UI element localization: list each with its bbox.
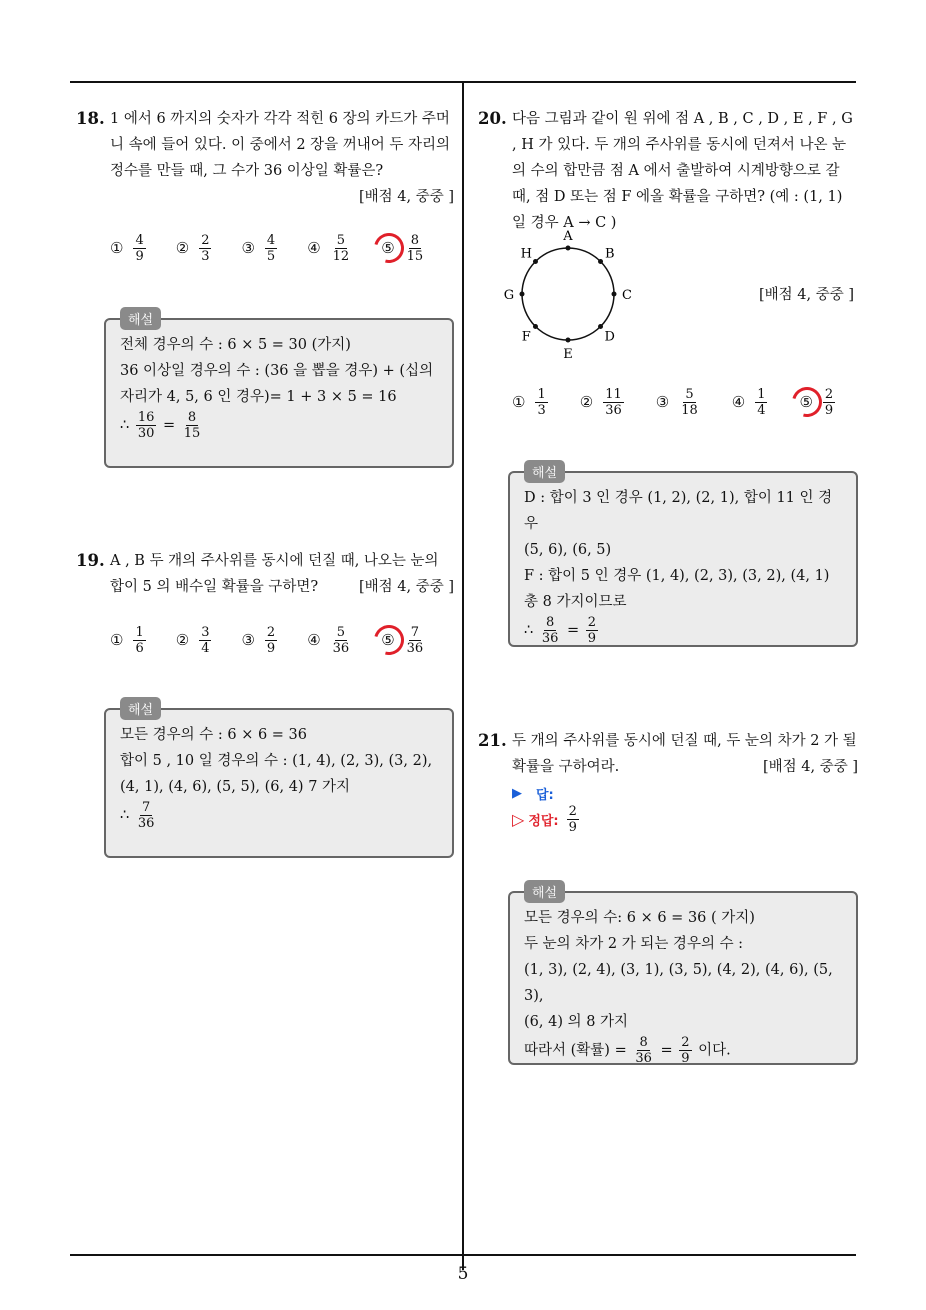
choice-fraction: $\frac{4}{9}$ (135, 232, 144, 264)
choice-4[interactable] (307, 620, 353, 660)
correct-answer-line (512, 804, 581, 835)
solution-line: (6, 4) 의 8 가지 (524, 1014, 629, 1030)
choice-2[interactable] (580, 382, 626, 422)
circle-diagram (500, 228, 640, 358)
solution-line: D : 합이 3 인 경우 (1, 2), (2, 1), 합이 11 인 경우 (524, 490, 833, 532)
choice-fraction: $\frac{4}{5}$ (266, 232, 276, 264)
question-text: 다음 그림과 같이 원 위에 점 A , B , C , D , E , F , G , H 가 있다. 두 개의 주사위를 동시에 던져서 나온 눈의 수의 합만큼 점 A 에서 출발하여 시계방향으로 갈 때, 점 D 또는 점 F 에올 확률을 구하면? (예 : (1, 1) 일 경우 A → C ) (512, 111, 853, 231)
solution-box-18 (104, 318, 454, 468)
solution-line: 자리가 4, 5, 6 인 경우)= 1 + 3 × 5 = 16 (120, 389, 397, 405)
solution-line: 모든 경우의 수: 6 × 6 = 36 ( 가지) (524, 910, 755, 926)
choice-5[interactable] (799, 382, 837, 422)
question-meta: [배점 4, 중중 ] (762, 759, 858, 775)
solution-line: 합이 5 , 10 일 경우의 수 : (1, 4), (2, 3), (3, 2), (120, 753, 433, 769)
question-21 (478, 728, 858, 780)
choice-number: ⑤ (381, 631, 395, 649)
choice-2[interactable] (176, 228, 214, 268)
choice-fraction: $\frac{1}{6}$ (135, 624, 144, 656)
fraction: $\frac{8}{36}$ (635, 1035, 652, 1066)
choice-fraction: $\frac{1}{4}$ (757, 386, 766, 418)
fraction: $\frac{8}{36}$ (541, 615, 559, 646)
question-19 (76, 548, 454, 600)
choice-3[interactable] (241, 620, 279, 660)
choice-fraction: $\frac{7}{36}$ (406, 624, 424, 656)
choice-3[interactable] (656, 382, 702, 422)
column-divider (462, 82, 464, 1270)
solution-line: F : 합이 5 인 경우 (1, 4), (2, 3), (3, 2), (4, 1) (524, 568, 830, 584)
bottom-rule (70, 1254, 856, 1256)
question-text: 두 개의 주사위를 동시에 던질 때, 두 눈의 차가 2 가 될 확률을 구하여라. [배점 4, 중중 ] (512, 728, 858, 780)
point-label-D: D (604, 329, 615, 345)
solution-line: 총 8 가지이므로 (524, 594, 627, 610)
point-A (566, 246, 571, 251)
point-E (566, 338, 571, 343)
page-number: 5 (457, 1264, 469, 1284)
choice-4[interactable] (732, 382, 770, 422)
solution-line: (1, 3), (2, 4), (3, 1), (3, 5), (4, 2), (4, 6), (5, 3), (524, 962, 833, 1004)
question-number: 18. (76, 109, 105, 128)
choice-4[interactable] (307, 228, 353, 268)
correct-label: 정답: (528, 814, 559, 829)
question-number: 19. (76, 551, 105, 570)
solution-tag: 해설 (524, 880, 565, 903)
choice-fraction: $\frac{11}{36}$ (605, 386, 622, 418)
choice-3[interactable] (241, 228, 279, 268)
choice-number: ④ (307, 239, 321, 257)
solution-box-19 (104, 708, 454, 858)
point-G (520, 292, 525, 297)
fraction: $\frac{7}{36}$ (137, 800, 155, 831)
question-number: 21. (478, 731, 507, 750)
choice-number: ② (175, 239, 190, 257)
question-meta: [배점 4, 중중 ] (358, 579, 454, 595)
point-label-H: H (520, 246, 532, 262)
point-label-C: C (622, 288, 632, 303)
choice-number: ⑤ (381, 239, 395, 257)
solution-line: ∴ $\frac{16}{30}$ = $\frac{8}{15}$ (120, 410, 201, 441)
question-text: A , B 두 개의 주사위를 동시에 던질 때, 나오는 눈의 합이 5 의 배수일 확률을 구하면? [배점 4, 중중 ] (110, 548, 454, 600)
choice-fraction: $\frac{5}{18}$ (681, 386, 698, 418)
solution-tag: 해설 (524, 460, 565, 483)
point-label-G: G (503, 288, 515, 303)
choice-number: ① (110, 631, 124, 649)
choice-2[interactable] (176, 620, 214, 660)
point-H (533, 259, 538, 264)
choice-number: ③ (655, 393, 670, 411)
point-C (612, 292, 617, 297)
fraction: $\frac{2}{9}$ (681, 1035, 690, 1066)
play-icon: ▶ (512, 786, 522, 801)
choice-fraction: $\frac{5}{12}$ (332, 232, 350, 264)
solution-line: (5, 6), (6, 5) (524, 542, 612, 558)
solution-line: (4, 1), (4, 6), (5, 5), (6, 4) 7 가지 (120, 779, 351, 795)
choice-fraction: $\frac{5}{36}$ (332, 624, 350, 656)
choice-number: ④ (307, 631, 321, 649)
question-meta: [배점 4, 중중 ] (758, 287, 854, 303)
choice-5[interactable] (381, 620, 427, 660)
choice-number: ④ (731, 393, 746, 411)
question-20 (478, 106, 858, 236)
point-label-B: B (604, 246, 615, 262)
choice-fraction: $\frac{2}{9}$ (266, 624, 276, 656)
question-meta: [배점 4, 중중 ] (358, 189, 454, 205)
choice-1[interactable] (512, 382, 550, 422)
choice-number: ⑤ (799, 393, 813, 411)
fraction: $\frac{16}{30}$ (137, 410, 155, 441)
solution-line: ∴ $\frac{7}{36}$ (120, 800, 155, 831)
solution-box-20 (508, 471, 858, 647)
fraction: $\frac{2}{9}$ (568, 804, 577, 835)
question-18 (76, 106, 454, 210)
solution-tag: 해설 (120, 307, 161, 330)
question-number: 20. (478, 109, 507, 128)
point-D (598, 324, 603, 329)
solution-line: 따라서 (확률) = $\frac{8}{36}$ = $\frac{2}{9}$ 이다. (524, 1035, 731, 1066)
choice-number: ③ (241, 239, 255, 257)
solution-tag: 해설 (120, 697, 161, 720)
choices-20 (512, 382, 867, 422)
point-B (598, 259, 603, 264)
choice-fraction: $\frac{2}{9}$ (824, 386, 834, 418)
choice-fraction: $\frac{8}{15}$ (406, 232, 424, 264)
point-label-A: A (563, 229, 573, 244)
fraction: $\frac{2}{9}$ (587, 615, 597, 646)
outline-play-icon: ▷ (512, 810, 525, 829)
choices-19 (110, 620, 455, 660)
solution-line: 36 이상일 경우의 수 : (36 을 뽑을 경우) + (십의 (120, 363, 434, 379)
choice-5[interactable] (381, 228, 427, 268)
answer-line (512, 784, 554, 803)
choice-number: ① (110, 239, 124, 257)
choice-fraction: $\frac{3}{4}$ (201, 624, 210, 656)
solution-line: ∴ $\frac{8}{36}$ = $\frac{2}{9}$ (524, 615, 597, 646)
choice-1[interactable] (110, 228, 148, 268)
choices-18 (110, 228, 455, 268)
solution-line: 두 눈의 차가 2 가 되는 경우의 수 : (524, 936, 744, 952)
solution-line: 전체 경우의 수 : 6 × 5 = 30 (가지) (120, 337, 351, 353)
question-text: 1 에서 6 까지의 숫자가 각각 적힌 6 장의 카드가 주머니 속에 들어 있다. 이 중에서 2 장을 꺼내어 두 자리의 정수를 만들 때, 그 수가 36 이상일 확률은? (110, 111, 451, 179)
choice-1[interactable] (110, 620, 148, 660)
choice-number: ① (512, 393, 526, 411)
point-label-E: E (563, 347, 573, 358)
solution-line: 모든 경우의 수 : 6 × 6 = 36 (120, 727, 307, 743)
point-label-F: F (521, 329, 531, 345)
choice-number: ③ (241, 631, 255, 649)
point-F (533, 324, 538, 329)
solution-box-21 (508, 891, 858, 1065)
choice-number: ② (175, 631, 190, 649)
fraction: $\frac{8}{15}$ (183, 410, 201, 441)
choice-number: ② (579, 393, 594, 411)
answer-label: 답: (536, 788, 554, 803)
choice-fraction: $\frac{1}{3}$ (537, 386, 546, 418)
choice-fraction: $\frac{2}{3}$ (201, 232, 210, 264)
